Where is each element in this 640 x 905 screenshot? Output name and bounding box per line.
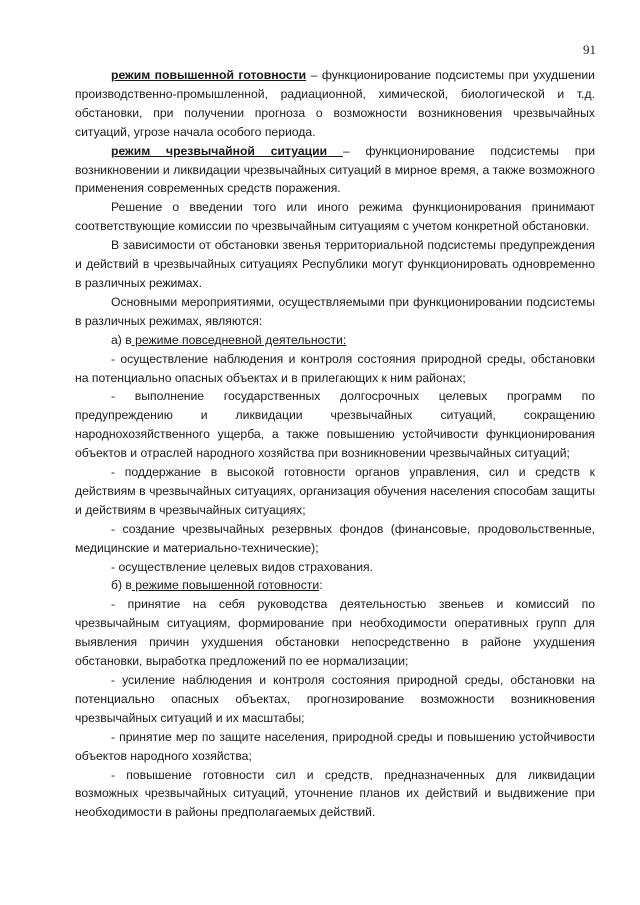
- section-b-heading: [75, 576, 595, 595]
- paragraph-main-measures: Основными мероприятиями, осуществляемыми при функционировании подсистемы в различных режимах, являются:: [75, 294, 595, 328]
- list-item: - усиление наблюдения и контроля состояния природной среды, обстановки на потенциально опасных объектах, прогнозирование возможности возникновения чрезвычайных ситуаций и их масштабы;: [75, 673, 595, 725]
- body-text: [75, 66, 595, 822]
- paragraph-readiness-mode: [75, 66, 595, 142]
- term-emergency-mode: режим чрезвычайной ситуации: [111, 143, 343, 158]
- list-item: - принятие мер по защите населения, природной среды и повышению устойчивости объектов народного хозяйства;: [75, 729, 595, 763]
- list-item: - поддержание в высокой готовности органов управления, сил и средств к действиям в чрезвычайных ситуациях, организация обучения населения способам защиты и действиям в чрезвычайных ситуациях;: [75, 465, 595, 517]
- term-readiness-mode: режим повышенной готовности: [111, 68, 307, 82]
- definition-emergency-mode: – функционирование подсистемы при возникновении и ликвидации чрезвычайных ситуаций в мирное время, а также возможного применения современных средств поражения.: [75, 143, 595, 196]
- paragraph-decision: Решение о введении того или иного режима функционирования принимают соответствующие комиссии по чрезвычайным ситуациям с учетом конкретной обстановки.: [75, 200, 595, 234]
- paragraph-emergency-mode: [75, 142, 595, 199]
- list-item: - повышение готовности сил и средств, предназначенных для ликвидации возможных чрезвычайных ситуаций, уточнение планов их действий и выдвижение при необходимости в районы предполагаемых действий.: [75, 767, 595, 820]
- list-item: - выполнение государственных долгосрочных целевых программ по предупреждению и ликвидации чрезвычайных ситуаций, сокращению народнохозяйственного ущерба, а также повышению устойчивости функционирования объектов и отраслей народного хозяйства при возникновении чрезвычайных ситуаций;: [75, 389, 595, 461]
- section-a-title: режиме повседневной деятельности:: [131, 332, 347, 347]
- list-item: - принятие на себя руководства деятельностью звеньев и комиссий по чрезвычайным ситуациям, формирование при необходимости оперативных групп для выявления причин ухудшения обстановки непосредственно в районе ухудшения обстановки, выработка предложений по ее нормализации;: [75, 597, 595, 669]
- section-a-heading: [75, 331, 595, 350]
- section-b-prefix: б) в: [111, 578, 132, 593]
- page-number: 91: [583, 42, 596, 57]
- paragraph-dependency: В зависимости от обстановки звенья территориальной подсистемы предупреждения и действий в чрезвычайных ситуациях Республики могут функционировать одновременно в различных режимах.: [75, 238, 595, 290]
- list-item: - создание чрезвычайных резервных фондов (финансовые, продовольственные, медицинские и материально-технические);: [75, 521, 595, 555]
- list-item: - осуществление наблюдения и контроля состояния природной среды, обстановки на потенциально опасных объектах и в прилегающих к ним районах;: [75, 351, 595, 385]
- definition-readiness-mode: – функционирование подсистемы при ухудшении производственно-промышленной, радиационной, химической, биологической и т.д. обстановки, при получении прогноза о возможности возникновения чрезвычайных ситуаций, угрозе начала особого периода.: [75, 68, 595, 139]
- section-b-title: режиме повышенной готовности: [131, 578, 320, 593]
- section-b-suffix: :: [319, 578, 323, 593]
- section-a-prefix: а) в: [111, 332, 132, 347]
- list-item: - осуществление целевых видов страхования.: [111, 559, 374, 574]
